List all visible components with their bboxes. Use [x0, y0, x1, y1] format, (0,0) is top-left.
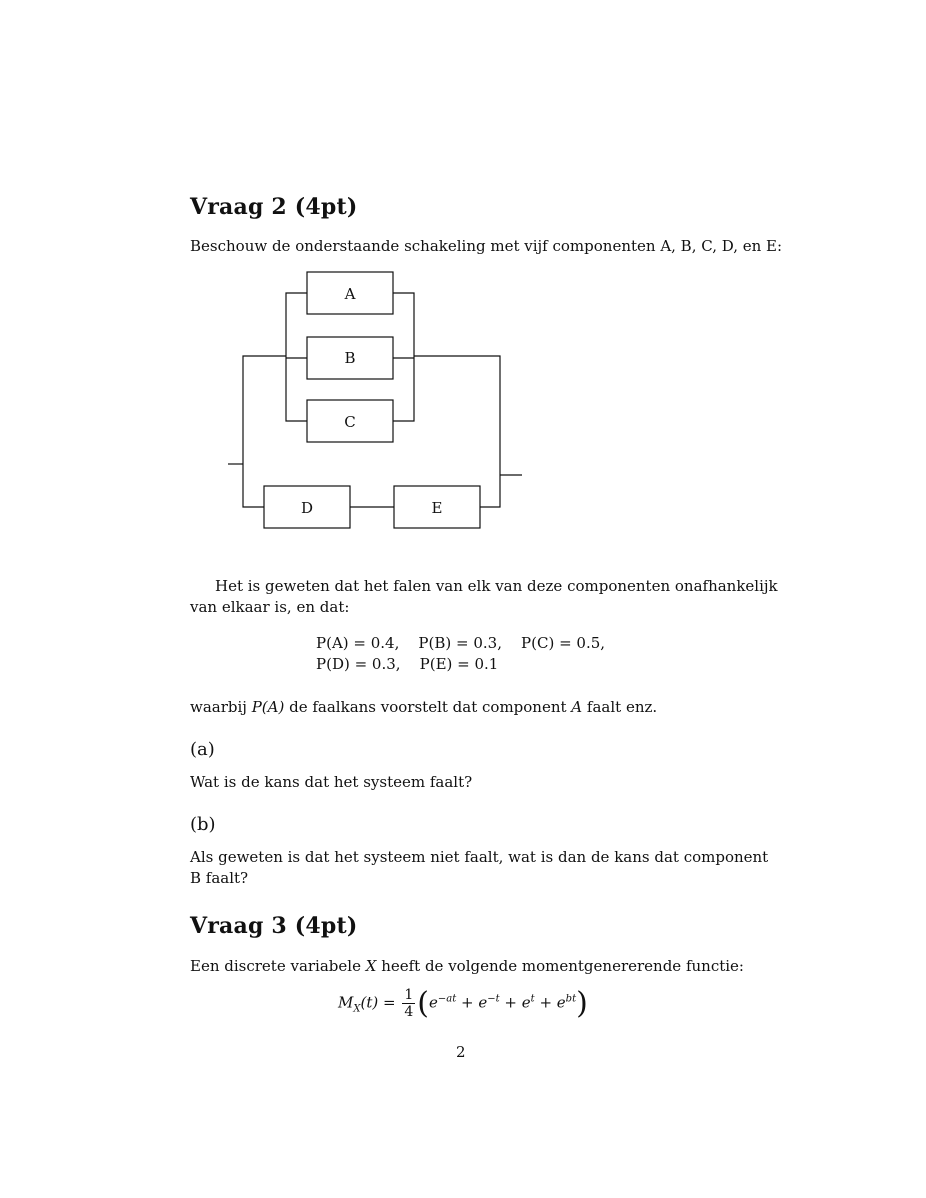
paragraph-line-1: Het is geweten dat het falen van elk van deze componenten onafhankelijk — [215, 577, 778, 595]
component-label-d: D — [300, 499, 314, 517]
question-3-intro: Een discrete variabele X heeft de volgende momentgenererende functie: — [190, 957, 744, 975]
probabilities-line-1: P(A) = 0.4, P(B) = 0.3, P(C) = 0.5, — [316, 634, 606, 652]
part-b-question-line-2: B faalt? — [190, 869, 249, 887]
question-2-intro: Beschouw de onderstaande schakeling met vijf componenten A, B, C, D, en E: — [190, 237, 783, 255]
paragraph-line-2: van elkaar is, en dat: — [190, 598, 350, 616]
outer-right-branch — [414, 356, 500, 507]
probabilities-line-2: P(D) = 0.3, P(E) = 0.1 — [316, 655, 499, 673]
component-label-c: C — [344, 413, 356, 431]
parallel-left-bus — [286, 293, 307, 421]
part-a-question: Wat is de kans dat het systeem faalt? — [190, 773, 473, 791]
page-number: 2 — [456, 1043, 466, 1061]
part-b-question-line-1: Als geweten is dat het systeem niet faalt, wat is dan de kans dat component — [190, 848, 769, 866]
probability-note: waarbij P(A) de faalkans voorstelt dat component A faalt enz. — [190, 698, 658, 716]
mgf-formula: $M_X(t)$ = $\frac{1}{4}$ $(e^{-at} + e^{-t} + e^t + e^{bt})$ — [338, 986, 588, 1021]
circuit-diagram — [0, 0, 926, 560]
formula-fraction: $\frac{1}{4}$ — [404, 987, 414, 1020]
part-b-label: (b) — [190, 814, 216, 835]
component-label-e: E — [431, 499, 443, 517]
parallel-right-bus — [393, 293, 414, 421]
outer-left-branch — [243, 356, 286, 507]
question-3-title: Vraag 3 (4pt) — [190, 913, 358, 939]
part-a-label: (a) — [190, 739, 215, 760]
question-2-title: Vraag 2 (4pt) — [190, 194, 358, 220]
component-label-a: A — [344, 285, 356, 303]
component-label-b: B — [344, 349, 356, 367]
